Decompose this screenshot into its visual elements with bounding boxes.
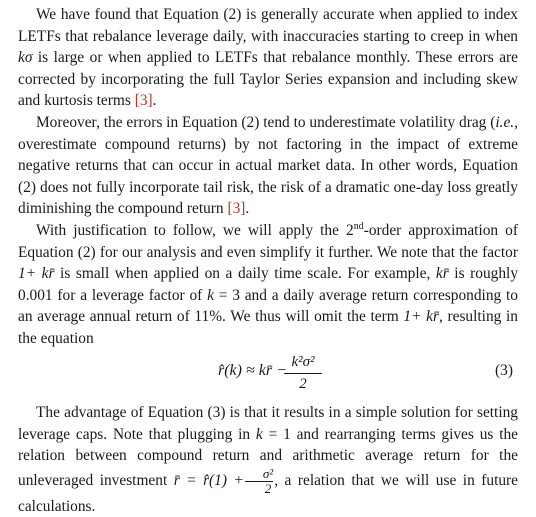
text: . bbox=[152, 92, 157, 110]
text: -order approximation of Equation (2) for our analysis and even simplify it further. We note that the factor bbox=[18, 222, 518, 261]
superscript: nd bbox=[353, 220, 364, 232]
fraction-numerator: k²σ² bbox=[284, 352, 322, 374]
text: overestimate compound returns) by not factoring in the impact of extreme negative returns that can occur in actual market data. In other words, Equation (2) does not fully incorporate tail risk, the risk of a dramatic one-day loss greatly diminishing the compound return bbox=[18, 135, 518, 218]
inline-fraction bbox=[245, 467, 273, 496]
citation-link[interactable]: [3] bbox=[227, 200, 246, 218]
math-k: k bbox=[207, 286, 214, 304]
ie-italic: i.e., bbox=[495, 114, 518, 131]
text: is roughly 0.001 for a leverage factor of bbox=[18, 265, 519, 304]
text: , a relation that we will use in future calculations. bbox=[18, 471, 518, 515]
math-term: kr̄ bbox=[435, 265, 449, 283]
fraction-denominator: 2 bbox=[299, 376, 307, 392]
math-term: 1+ kr̄ bbox=[403, 308, 439, 326]
text: is large or when applied to LETFs that rebalance monthly. These errors are corrected by incorporating the full Taylor Series expansion and including skew and kurtosis terms bbox=[18, 49, 518, 110]
text: With justification to follow, we will apply the 2 bbox=[36, 222, 354, 239]
equation-3 bbox=[0, 350, 536, 402]
math-term: 1+ kr̄ bbox=[18, 265, 55, 283]
equation-lhs: r̂(k) ≈ kr̄ − bbox=[218, 362, 287, 379]
paragraph-1 bbox=[18, 4, 518, 112]
equation-number: (3) bbox=[495, 362, 513, 379]
paragraph-3 bbox=[18, 220, 518, 350]
citation-link[interactable]: [3] bbox=[134, 92, 153, 110]
math-k-sigma: kσ bbox=[18, 49, 33, 67]
text: is small when applied on a daily time scale. For example, bbox=[54, 265, 436, 283]
text: We have found that Equation (2) is generally accurate when applied to index LETFs that rebalance leverage daily, with inaccuracies starting to creep in when bbox=[18, 6, 518, 45]
paragraph-2 bbox=[18, 112, 518, 220]
text: Moreover, the errors in Equation (2) tend to underestimate volatility drag ( bbox=[36, 114, 496, 131]
text: = 1 and rearranging terms gives us the relation between compound return and arithmetic average return for the unleveraged investment bbox=[18, 425, 518, 489]
equation-fraction bbox=[284, 352, 322, 394]
math-relation: r̄ = r̂(1) + bbox=[173, 471, 244, 489]
text: The advantage of Equation (3) is that it results in a simple solution for setting leverage caps. Note that plugging in bbox=[18, 404, 518, 443]
text: . bbox=[245, 200, 250, 218]
fraction-denominator: 2 bbox=[264, 480, 272, 496]
text: = 3 and a daily average return corresponding to an average annual return of 11%. We thus will omit the term bbox=[18, 286, 519, 326]
text: , resulting in the equation bbox=[18, 308, 519, 347]
math-k: k bbox=[255, 425, 263, 443]
fraction-numerator: σ² bbox=[245, 467, 273, 482]
